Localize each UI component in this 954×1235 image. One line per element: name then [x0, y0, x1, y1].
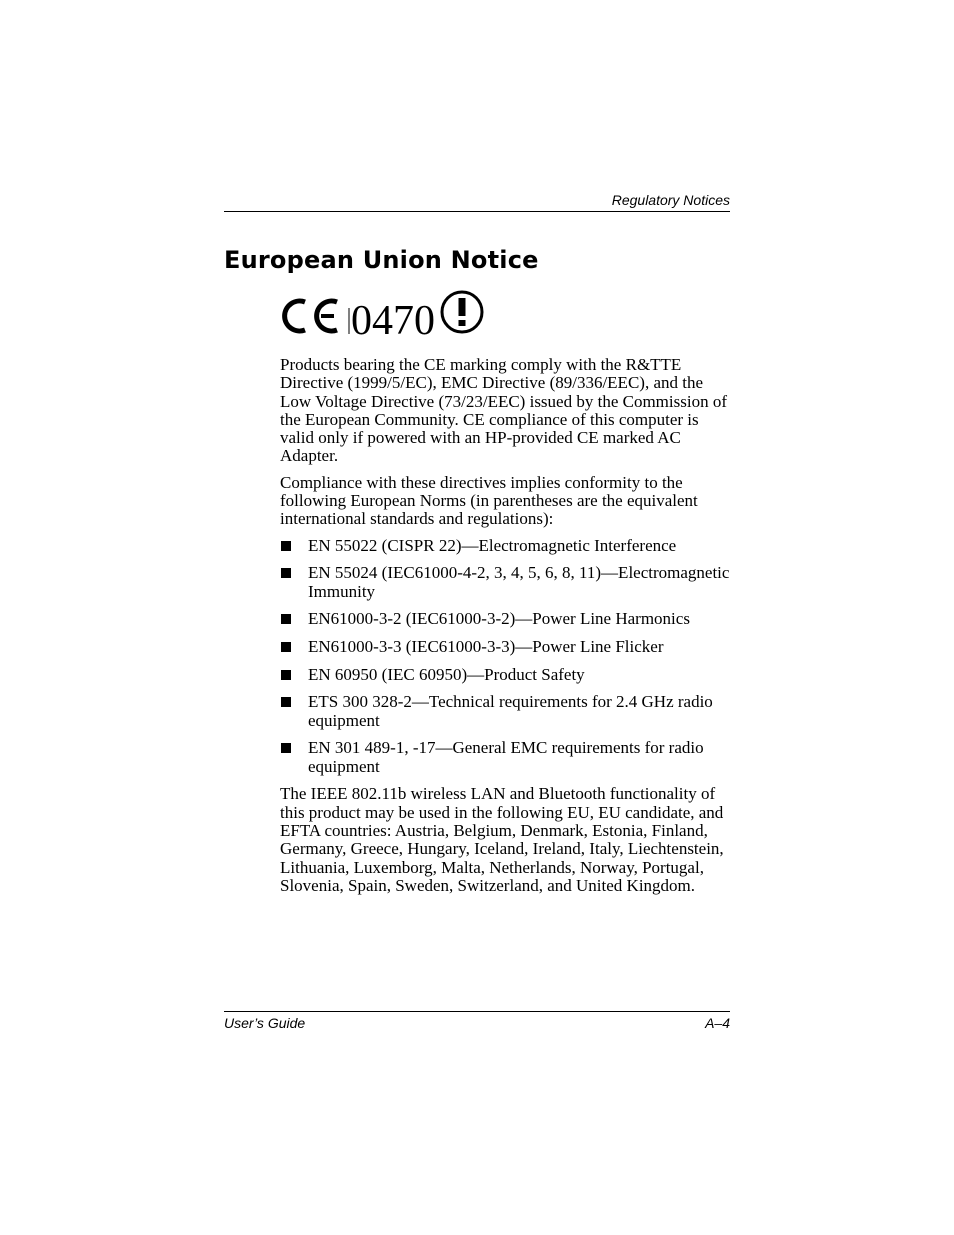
list-item — [280, 693, 732, 730]
norm-text: EN61000-3-3 (IEC61000-3-3)—Power Line Flicker — [308, 637, 664, 657]
square-bullet-icon — [281, 541, 291, 551]
square-bullet-icon — [281, 614, 291, 624]
footer-page-number: A–4 — [705, 1015, 730, 1031]
square-bullet-icon — [281, 670, 291, 680]
header-rule — [224, 211, 730, 212]
content — [280, 356, 732, 903]
footer-guide-name: User’s Guide — [224, 1015, 306, 1031]
page-title: European Union Notice — [224, 246, 539, 274]
norm-text: EN 60950 (IEC 60950)—Product Safety — [308, 664, 585, 684]
norm-text: EN 55024 (IEC61000-4-2, 3, 4, 5, 6, 8, 11)—Electromagnetic Immunity — [308, 563, 730, 601]
norm-text: EN61000-3-2 (IEC61000-3-2)—Power Line Harmonics — [308, 609, 690, 629]
page-header: Regulatory Notices — [611, 192, 730, 208]
ce-mark-number: 0470 — [351, 298, 435, 344]
square-bullet-icon — [281, 743, 291, 753]
norm-text: EN 55022 (CISPR 22)—Electromagnetic Interference — [308, 535, 677, 555]
paragraph-wireless-countries: The IEEE 802.11b wireless LAN and Bluetooth functionality of this product may be used in the following EU, EU candidate, and EFTA countries: Austria, Belgium, Denmark, Estonia, Finland, Germany, Greece, Hungary, Iceland, Ireland, Italy, Liechtenstein, Lithuania, Luxemborg, Malta, Netherlands, Norway, Portugal, Slovenia, Spain, Sweden, Switzerland, and United Kingdom. — [280, 784, 724, 895]
alert-class-icon — [442, 292, 482, 332]
norms-list — [280, 537, 732, 776]
square-bullet-icon — [281, 697, 291, 707]
list-item — [280, 638, 732, 656]
square-bullet-icon — [281, 642, 291, 652]
paragraph-ce-compliance: Products bearing the CE marking comply with the R&TTE Directive (1999/5/EC), EMC Directive (89/336/EEC), and the Low Voltage Directive (73/23/EEC) issued by the Commission of the European Community. CE compliance of this computer is valid only if powered with an HP-provided CE marked AC Adapter. — [280, 355, 727, 466]
norm-text: EN 301 489-1, -17—General EMC requirements for radio equipment — [308, 738, 704, 776]
list-item — [280, 610, 732, 628]
list-item — [280, 537, 732, 555]
list-item — [280, 739, 732, 776]
footer-rule — [224, 1011, 730, 1012]
paragraph-norms-intro: Compliance with these directives implies conformity to the following European Norms (in parentheses are the equivalent international standards and regulations): — [280, 472, 698, 529]
ce-mark-icon — [281, 290, 491, 344]
norm-text: ETS 300 328-2—Technical requirements for 2.4 GHz radio equipment — [308, 692, 713, 730]
list-item — [280, 564, 732, 601]
square-bullet-icon — [281, 568, 291, 578]
list-item — [280, 666, 732, 684]
